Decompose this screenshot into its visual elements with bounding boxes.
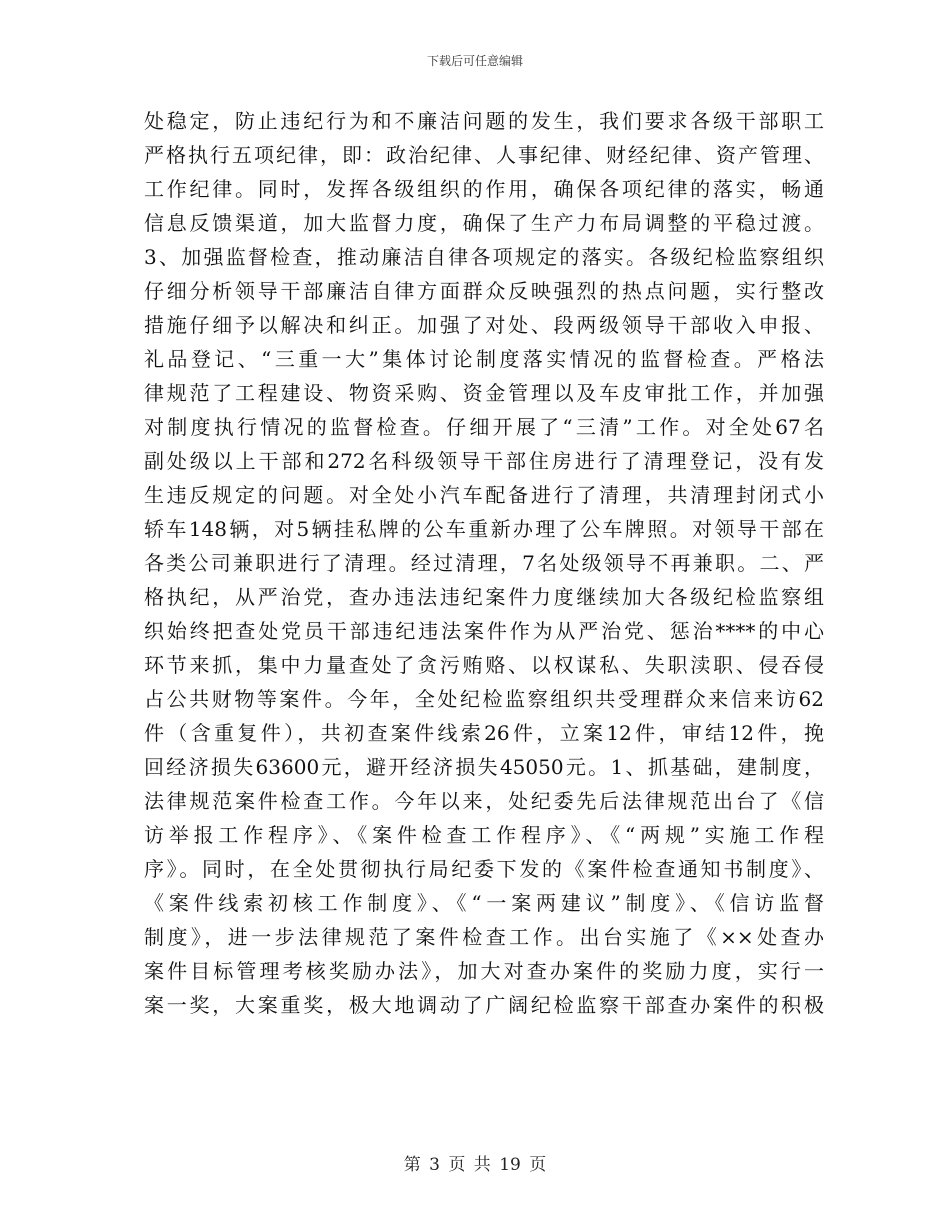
text-line: 工作纪律。同时，发挥各级组织的作用，确保各项纪律的落实，畅通 — [144, 177, 824, 201]
text-line: 生违反规定的问题。对全处小汽车配备进行了清理，共清理封闭式小 — [144, 483, 824, 507]
text-line: 案一奖，大案重奖，极大地调动了广阔纪检监察干部查办案件的积极 — [144, 993, 824, 1017]
text-line: 件（含重复件），共初查案件线索26件，立案12件，审结12件，挽 — [144, 721, 824, 745]
text-line: 仔细分析领导干部廉洁自律方面群众反映强烈的热点问题，实行整改 — [144, 279, 824, 303]
text-line: 制度》，进一步法律规范了案件检查工作。出台实施了《××处查办 — [144, 925, 824, 949]
text-line: 序》。同时，在全处贯彻执行局纪委下发的《案件检查通知书制度》、 — [144, 857, 824, 881]
page-number: 第 3 页 共 19 页 — [403, 1155, 547, 1175]
text-line: 法律规范案件检查工作。今年以来，处纪委先后法律规范出台了《信 — [144, 789, 824, 813]
text-line: 处稳定，防止违纪行为和不廉洁问题的发生，我们要求各级干部职工 — [144, 109, 824, 133]
text-line: 轿车148辆，对5辆挂私牌的公车重新办理了公车牌照。对领导干部在 — [144, 517, 824, 541]
text-line: 《案件线索初核工作制度》、《“一案两建议”制度》、《信访监督 — [144, 891, 824, 915]
text-line: 访举报工作程序》、《案件检查工作程序》、《“两规”实施工作程 — [144, 823, 824, 847]
body-text — [144, 104, 824, 1022]
text-line: 措施仔细予以解决和纠正。加强了对处、段两级领导干部收入申报、 — [144, 313, 824, 337]
text-line: 环节来抓，集中力量查处了贪污贿赂、以权谋私、失职渎职、侵吞侵 — [144, 653, 824, 677]
text-line: 占公共财物等案件。今年，全处纪检监察组织共受理群众来信来访62 — [144, 687, 824, 711]
text-line: 对制度执行情况的监督检查。仔细开展了“三清”工作。对全处67名 — [144, 415, 824, 439]
text-line: 织始终把查处党员干部违纪违法案件作为从严治党、惩治****的中心 — [144, 619, 824, 643]
text-line: 格执纪，从严治党，查办违法违纪案件力度继续加大各级纪检监察组 — [144, 585, 824, 609]
text-line: 3、加强监督检查，推动廉洁自律各项规定的落实。各级纪检监察组织 — [144, 245, 824, 269]
text-line: 各类公司兼职进行了清理。经过清理，7名处级领导不再兼职。二、严 — [144, 551, 824, 575]
text-line: 严格执行五项纪律，即：政治纪律、人事纪律、财经纪律、资产管理、 — [144, 143, 824, 167]
text-line: 副处级以上干部和272名科级领导干部住房进行了清理登记，没有发 — [144, 449, 824, 473]
text-line: 律规范了工程建设、物资采购、资金管理以及车皮审批工作，并加强 — [144, 381, 824, 405]
text-line: 案件目标管理考核奖励办法》，加大对查办案件的奖励力度，实行一 — [144, 959, 824, 983]
page-header-note: 下载后可任意编辑 — [426, 54, 523, 68]
text-line: 礼品登记、“三重一大”集体讨论制度落实情况的监督检查。严格法 — [144, 347, 824, 371]
text-line: 信息反馈渠道，加大监督力度，确保了生产力布局调整的平稳过渡。 — [144, 211, 824, 235]
text-line: 回经济损失63600元，避开经济损失45050元。1、抓基础，建制度， — [144, 755, 824, 779]
